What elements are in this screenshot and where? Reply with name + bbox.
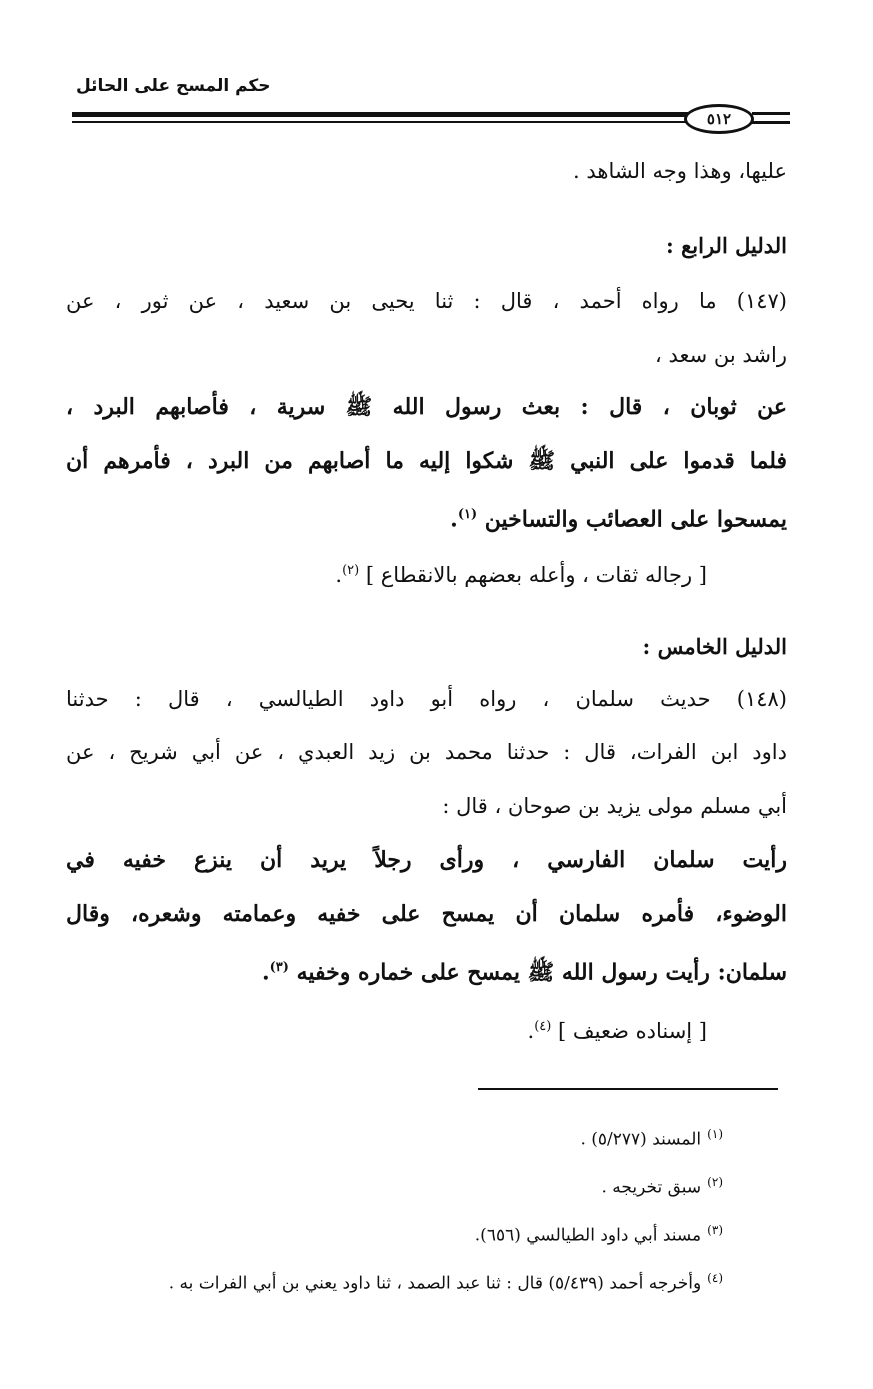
footnote-ref: (٤) — [534, 1019, 552, 1034]
header-rule-thick — [72, 112, 690, 117]
text-line: أبي مسلم مولى يزيد بن صوحان ، قال : — [442, 794, 787, 818]
grading-line: [ إسناده ضعيف ] $^{(٤)}$. — [527, 1019, 707, 1043]
header-rule-right-top — [752, 112, 790, 115]
section-heading-fifth: الدليل الخامس : — [642, 634, 787, 659]
hadith-text-line: عن ثوبان ، قال : بعث رسول الله ﷺ سرية ، فأصابهم البرد ، — [66, 394, 787, 420]
text-line: راشد بن سعد ، — [655, 343, 787, 367]
hadith-text-line: رأيت سلمان الفارسي ، ورأى رجلاً يريد أن ينزع خفيه في — [66, 847, 787, 873]
hadith-text-line: فلما قدموا على النبي ﷺ شكوا إليه ما أصابهم من البرد ، فأمرهم أن — [66, 448, 787, 474]
text-line: عليها، وهذا وجه الشاهد . — [573, 159, 787, 183]
hadith-text-line: يمسحوا على العصائب والتساخين $^{(١)}$. — [450, 506, 787, 533]
footnote: $^{(١)}$المسند (٥/٢٧٧) . — [580, 1127, 723, 1150]
text-line: (١٤٧) ما رواه أحمد ، قال : ثنا يحيى بن سعيد ، عن ثور ، عن — [66, 289, 787, 313]
section-heading-fourth: الدليل الرابع : — [666, 233, 787, 258]
hadith-text-line: سلمان: رأيت رسول الله ﷺ يمسح على خماره وخفيه $^{(٣)}$. — [261, 959, 787, 986]
header-rule-right-bottom — [752, 121, 790, 124]
footnote: $^{(٢)}$سبق تخريجه . — [601, 1175, 723, 1198]
text-line: داود ابن الفرات، قال : حدثنا محمد بن زيد العبدي ، عن أبي شريح ، عن — [66, 740, 787, 764]
footnote-ref: (٣) — [269, 960, 289, 975]
running-title: حكم المسح على الحائل — [76, 76, 271, 96]
page-number: ٥١٢ — [684, 104, 754, 134]
footnote-ref: (٢) — [342, 563, 360, 578]
footnote: $^{(٣)}$مسند أبي داود الطيالسي (٦٥٦). — [474, 1223, 723, 1246]
header-rule-thin — [72, 121, 690, 123]
hadith-text-line: الوضوء، فأمره سلمان أن يمسح على خفيه وعمامته وشعره، وقال — [66, 901, 787, 927]
footnote: $^{(٤)}$وأخرجه أحمد (٥/٤٣٩) قال : ثنا عبد الصمد ، ثنا داود يعني بن أبي الفرات به . — [168, 1271, 723, 1294]
grading-line: [ رجاله ثقات ، وأعله بعضهم بالانقطاع ] $^{(٢)}$. — [335, 563, 707, 587]
footnote-ref: (١) — [457, 507, 478, 522]
text-line: (١٤٨) حديث سلمان ، رواه أبو داود الطيالسي ، قال : حدثنا — [66, 687, 787, 711]
footnote-separator — [478, 1088, 778, 1090]
